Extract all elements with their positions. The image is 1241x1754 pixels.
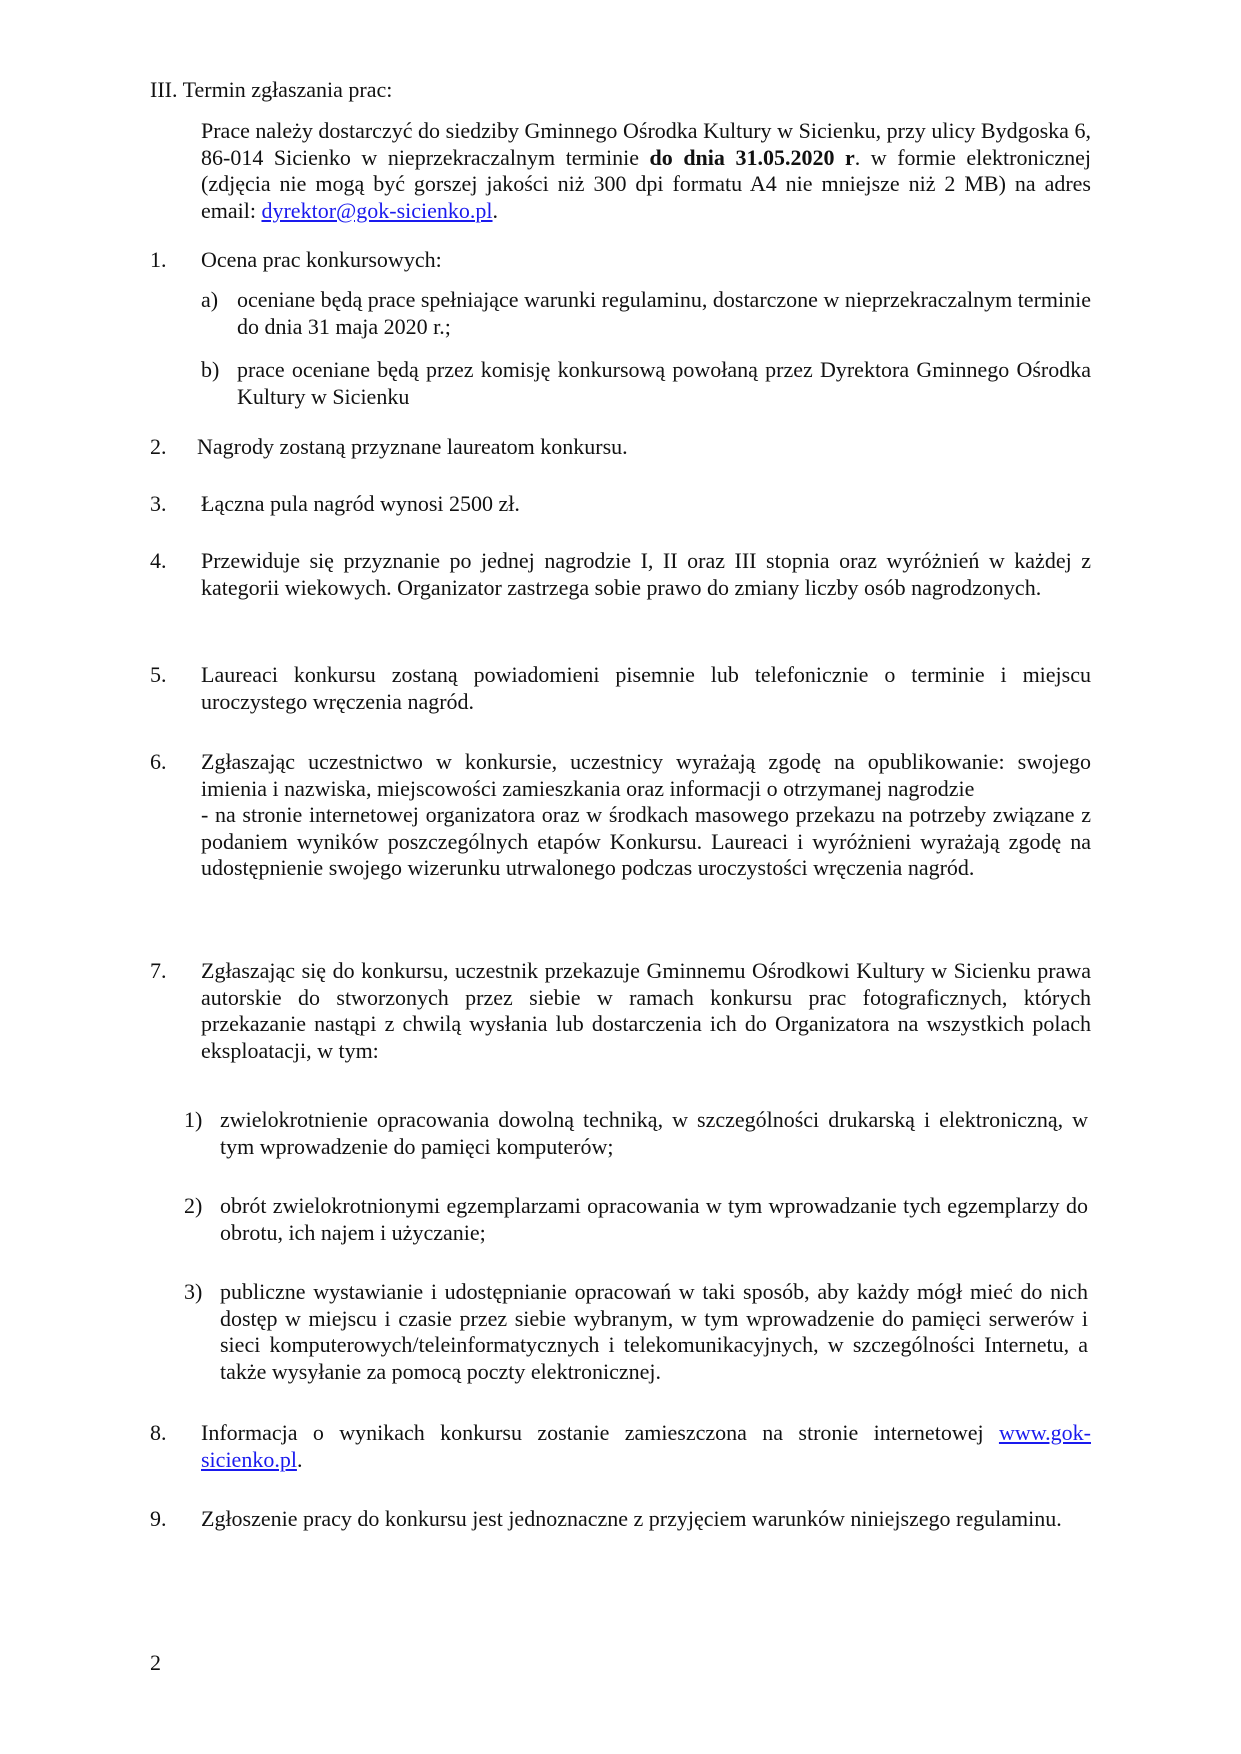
sub-item-text: publiczne wystawianie i udostępnianie opracowań w taki sposób, aby każdy mógł mieć do nich dostęp w miejscu i czasie przez siebie wybranym, w tym wprowadzenie do pamięci serwerów i sieci komputerowych/teleinformatycznych i telekomunikacyjnych, w szczególności Internetu, a także wysyłanie za pomocą poczty elektronicznej. <box>220 1279 1088 1384</box>
sub-item-text: prace oceniane będą przez komisję konkursową powołaną przez Dyrektora Gminnego Ośrodka Kultury w Sicienku <box>237 357 1091 409</box>
page-number: 2 <box>150 1650 161 1675</box>
item-number: 1. <box>150 247 167 272</box>
sub-item-label: 2) <box>184 1193 203 1218</box>
sub-item-label: a) <box>201 287 219 312</box>
item-number: 9. <box>150 1506 167 1531</box>
item-text: Łączna pula nagród wynosi 2500 zł. <box>201 491 520 516</box>
item-number: 2. <box>150 434 167 459</box>
deadline-text: do dnia 31.05.2020 r <box>649 144 855 170</box>
email-link[interactable]: dyrektor@gok-sicienko.pl <box>261 197 493 223</box>
item-text: Ocena prac konkursowych: <box>201 247 442 272</box>
sub-item-text: obrót zwielokrotnionymi egzemplarzami opracowania w tym wprowadzanie tych egzemplarzy do obrotu, ich najem i użyczanie; <box>220 1193 1088 1245</box>
item-text: Zgłaszając się do konkursu, uczestnik przekazuje Gminnemu Ośrodkowi Kultury w Sicienku prawa autorskie do stworzonych przez siebie w ramach konkursu prac fotograficznych, których przekazanie nastąpi z chwilą wysłania lub dostarczenia ich do Organizatora na wszystkich polach eksploatacji, w tym: <box>201 958 1091 1063</box>
item-number: 8. <box>150 1420 167 1445</box>
website-link[interactable]: www.gok-sicienko.pl <box>201 1420 1091 1472</box>
item-number: 5. <box>150 662 167 687</box>
item-text: Nagrody zostaną przyznane laureatom konkursu. <box>197 434 628 459</box>
item-text: Przewiduje się przyznanie po jednej nagrodzie I, II oraz III stopnia oraz wyróżnień w każdej z kategorii wiekowych. Organizator zastrzega sobie prawo do zmiany liczby osób nagrodzonych. <box>201 548 1091 600</box>
item-number: 6. <box>150 749 167 774</box>
item-text: Informacja o wynikach konkursu zostanie zamieszczona na stronie internetowej www.gok-sicienko.pl. <box>201 1420 1091 1472</box>
item-text: Zgłoszenie pracy do konkursu jest jednoznaczne z przyjęciem warunków niniejszego regulaminu. <box>201 1506 1062 1531</box>
intro-text: . w formie elektronicznej (zdjęcia nie mogą być gorszej jakości niż 300 dpi formatu A4 nie mniejsze niż 2 MB) na adres email: <box>201 144 1091 223</box>
submission-paragraph: Prace należy dostarczyć do siedziby Gminnego Ośrodka Kultury w Sicienku, przy ulicy Bydgoska 6, 86-014 Sicienko w nieprzekraczalnym terminie do dnia 31.05.2020 r. w formie elektronicznej (zdjęcia nie mogą być gorszej jakości niż 300 dpi formatu A4 nie mniejsze niż 2 MB) na adres email: dyrektor@gok-sicienko.pl. <box>201 118 1091 223</box>
item-number: 4. <box>150 548 167 573</box>
sub-item-label: 3) <box>184 1279 203 1304</box>
item-number: 3. <box>150 491 167 516</box>
section-heading: III. Termin zgłaszania prac: <box>150 77 393 102</box>
sub-item-label: b) <box>201 357 220 382</box>
item-text: Zgłaszając uczestnictwo w konkursie, uczestnicy wyrażają zgodę na opublikowanie: swojego imienia i nazwiska, miejscowości zamieszkania oraz informacji o otrzymanej nagrodzie - na stronie internetowej organizatora oraz w środkach masowego przekazu na potrzeby związane z podaniem wyników poszczególnych etapów Konkursu. Laureaci i wyróżnieni wyrażają zgodę na udostępnienie swojego wizerunku utrwalonego podczas uroczystości wręczenia nagród. <box>201 749 1091 880</box>
sub-item-text: oceniane będą prace spełniające warunki regulaminu, dostarczone w nieprzekraczalnym terminie do dnia 31 maja 2020 r.; <box>237 287 1091 339</box>
item-number: 7. <box>150 958 167 983</box>
intro-text: Prace należy dostarczyć do siedziby Gminnego Ośrodka Kultury w Sicienku, przy ulicy Bydgoska 6, 86-014 Sicienko w nieprzekraczalnym terminie <box>201 118 1091 170</box>
item-text: Laureaci konkursu zostaną powiadomieni pisemnie lub telefonicznie o terminie i miejscu uroczystego wręczenia nagród. <box>201 662 1091 714</box>
sub-item-label: 1) <box>184 1107 203 1132</box>
sub-item-text: zwielokrotnienie opracowania dowolną techniką, w szczególności drukarską i elektroniczną, w tym wprowadzenie do pamięci komputerów; <box>220 1107 1088 1159</box>
